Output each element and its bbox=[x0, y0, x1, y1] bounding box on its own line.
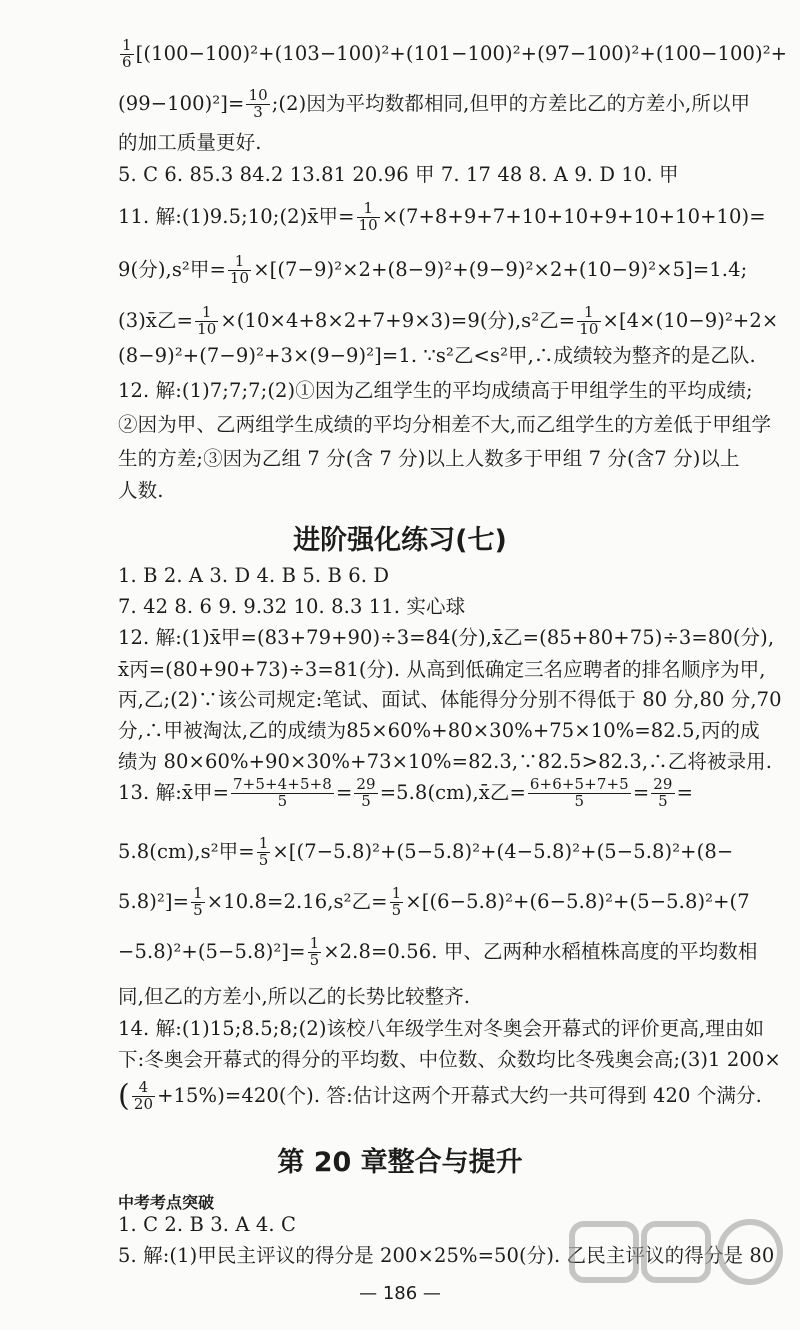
s14-line-3: ( $\frac{4}{20}$ +15%)=420(个). 答:估计这两个开幕式大约一共可得到 420 个满分. bbox=[118, 1078, 762, 1114]
watermark-logo bbox=[566, 1218, 788, 1330]
chapter-q5-line-1: 5. 解:(1)甲民主评议的得分是 200×25%=50(分). 乙民主评议的得分是 80 bbox=[118, 1244, 775, 1267]
q11-line-2: 9(分),s²甲= $\frac{1}{10}$ ×[(7−9)²×2+(8−9)²+(9−9)²×2+(10−9)²×5]=1.4; bbox=[118, 252, 748, 287]
q12-line-1: 12. 解:(1)7;7;7;(2)①因为乙组学生的平均成绩高于甲组学生的平均成绩; bbox=[118, 379, 753, 402]
fraction-one-tenth: $\frac{1}{10}$ bbox=[229, 252, 250, 287]
page-number: — 186 — bbox=[359, 1283, 441, 1304]
fraction-one-tenth: $\frac{1}{10}$ bbox=[358, 199, 378, 234]
s13-line-3: 5.8)²]= $\frac{1}{5}$ ×10.8=2.16,s²乙= $\frac{1}{5}$ ×[(6−5.8)²+(6−5.8)²+(5−5.8)²+(7 bbox=[118, 884, 750, 919]
answers-7-11: 7. 42 8. 6 9. 9.32 10. 8.3 11. 实心球 bbox=[118, 595, 466, 618]
chapter-answers-1-4: 1. C 2. B 3. A 4. C bbox=[118, 1213, 296, 1236]
fraction-sum-a: $\frac{7+5+4+5+8}{5}$ bbox=[233, 775, 332, 810]
fraction-one-fifth: $\frac{1}{5}$ bbox=[258, 834, 269, 869]
answers-1-6: 1. B 2. A 3. D 4. B 5. B 6. D bbox=[118, 564, 390, 587]
fraction-one-tenth: $\frac{1}{10}$ bbox=[197, 303, 217, 338]
watermark-circle bbox=[720, 1222, 780, 1282]
q11-line-3: (3)x̄乙= $\frac{1}{10}$ ×(10×4+8×2+7+9×3)=9(分),s²乙= $\frac{1}{10}$ ×[4×(10−9)²+2× bbox=[118, 303, 779, 338]
fraction-sum-b: $\frac{6+6+5+7+5}{5}$ bbox=[529, 775, 629, 810]
chapter-heading-20: 第 20 章整合与提升 bbox=[277, 1147, 523, 1178]
s12-line-5: 绩为 80×60%+90×30%+73×10%=82.3,∵82.5>82.3,∴乙将被录用. bbox=[118, 750, 773, 773]
s14-line-1: 14. 解:(1)15;8.5;8;(2)该校八年级学生对冬奥会开幕式的评价更高,理由如 bbox=[118, 1017, 765, 1040]
q12-line-2: ②因为甲、乙两组学生成绩的平均分相差不大,而乙组学生的方差低于甲组学 bbox=[118, 413, 772, 436]
s14-line-2: 下:冬奥会开幕式的得分的平均数、中位数、众数均比冬残奥会高;(3)1 200× bbox=[118, 1048, 781, 1071]
q11-line-4: (8−9)²+(7−9)²+3×(9−9)²]=1. ∵s²乙<s²甲,∴成绩较为整齐的是乙队. bbox=[118, 344, 756, 367]
s13-line-2: 5.8(cm),s²甲= $\frac{1}{5}$ ×[(7−5.8)²+(5−5.8)²+(4−5.8)²+(5−5.8)²+(8− bbox=[118, 834, 734, 869]
fraction-one-fifth: $\frac{1}{5}$ bbox=[391, 884, 402, 919]
s13-line-1: 13. 解:x̄甲= $\frac{7+5+4+5+8}{5}$ = $\frac{29}{5}$ =5.8(cm),x̄乙= $\frac{6+6+5+7+5}{5}$ = $\frac{29}{5}$ = bbox=[118, 775, 694, 810]
fraction-ten-thirds: $\frac{10}{3}$ bbox=[248, 86, 268, 121]
fraction-one-sixth: $\frac{1}{6}$ bbox=[122, 36, 132, 71]
fraction-one-tenth: $\frac{1}{10}$ bbox=[579, 303, 599, 338]
fraction-one-fifth: $\frac{1}{5}$ bbox=[193, 884, 203, 919]
watermark-box-2 bbox=[644, 1224, 708, 1280]
fraction-one-fifth: $\frac{1}{5}$ bbox=[309, 934, 320, 969]
watermark-box-1 bbox=[572, 1224, 636, 1280]
text-line-1: $\frac{1}{6}$ [(100−100)²+(103−100)²+(101−100)²+(97−100)²+(100−100)²+ bbox=[122, 36, 788, 71]
text-line-3: 的加工质量更好. bbox=[118, 131, 262, 154]
fraction-29-5: $\frac{29}{5}$ bbox=[356, 775, 376, 810]
answers-5-10: 5. C 6. 85.3 84.2 13.81 20.96 甲 7. 17 48 8. A 9. D 10. 甲 bbox=[118, 163, 679, 186]
section-heading-7: 进阶强化练习(七) bbox=[293, 525, 507, 556]
s13-line-5: 同,但乙的方差小,所以乙的长势比较整齐. bbox=[118, 985, 471, 1008]
text-line-2: (99−100)²]= $\frac{10}{3}$ ;(2)因为平均数都相同,但甲的方差比乙的方差小,所以甲 bbox=[118, 86, 751, 121]
q11-line-1: 11. 解:(1)9.5;10;(2)x̄甲= $\frac{1}{10}$ ×(7+8+9+7+10+10+9+10+10+10)= bbox=[118, 199, 766, 234]
s12-line-1: 12. 解:(1)x̄甲=(83+79+90)÷3=84(分),x̄乙=(85+80+75)÷3=80(分), bbox=[118, 626, 775, 649]
s12-line-4: 分,∴甲被淘汰,乙的成绩为85×60%+80×30%+75×10%=82.5,丙的成 bbox=[118, 719, 760, 742]
fraction-29-5: $\frac{29}{5}$ bbox=[653, 775, 673, 810]
fraction-4-20: $\frac{4}{20}$ bbox=[133, 1078, 154, 1113]
s12-line-3: 丙,乙;(2)∵该公司规定:笔试、面试、体能得分分别不得低于 80 分,80 分,70 bbox=[118, 688, 782, 711]
s12-line-2: x̄丙=(80+90+73)÷3=81(分). 从高到低确定三名应聘者的排名顺序为甲, bbox=[118, 658, 766, 681]
q12-line-3: 生的方差;③因为乙组 7 分(含 7 分)以上人数多于甲组 7 分(含7 分)以上 bbox=[118, 447, 740, 470]
q12-line-4: 人数. bbox=[118, 479, 164, 502]
subsection-title: 中考考点突破 bbox=[118, 1193, 215, 1212]
s13-line-4: −5.8)²+(5−5.8)²]= $\frac{1}{5}$ ×2.8=0.56. 甲、乙两种水稻植株高度的平均数相 bbox=[118, 934, 758, 969]
